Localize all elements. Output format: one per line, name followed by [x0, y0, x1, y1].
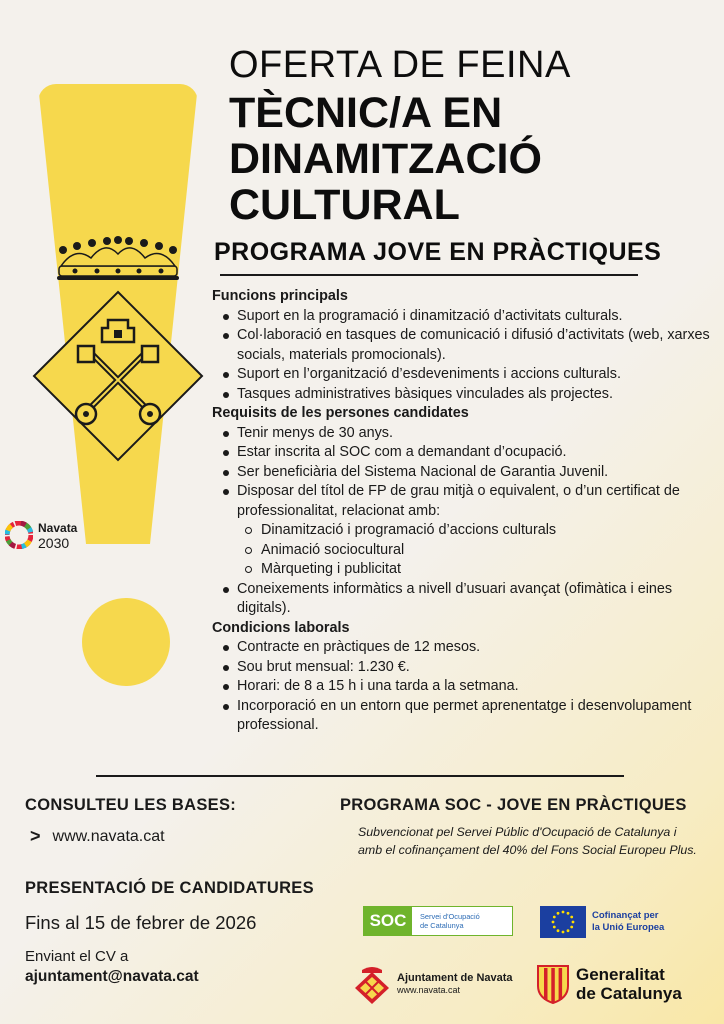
soc-logo-mark: SOC — [364, 907, 412, 935]
title-line-1: TÈCNIC/A EN — [229, 89, 503, 137]
divider — [220, 274, 638, 276]
job-details — [212, 287, 712, 736]
page-title — [229, 90, 542, 228]
website-link-text[interactable]: www.navata.cat — [52, 827, 165, 845]
list-item: Col·laboració en tasques de comunicació i difusió d’activitats (web, xarxes socials, materials promocionals). — [237, 326, 712, 365]
list-item: Tenir menys de 30 anys. — [237, 424, 712, 444]
qualification-sublist — [237, 521, 712, 580]
soc-logo-line-1: Servei d'Ocupació — [420, 912, 480, 921]
list-item: Incorporació en un entorn que permet aprenentatge i desenvolupament professional. — [237, 697, 712, 736]
senyera-shield-icon — [536, 964, 570, 1004]
funding-description: Subvencionat pel Servei Públic d'Ocupació de Catalunya i amb el cofinançament del 40% del Fons Social Europeu Plus. — [358, 825, 697, 857]
town-council-name: Ajuntament de Navata — [397, 972, 513, 984]
list-item: Ser beneficiària del Sistema Nacional de Garantia Juvenil. — [237, 463, 712, 483]
functions-list — [212, 307, 712, 405]
conditions-list — [212, 638, 712, 736]
eu-flag-icon — [540, 906, 586, 938]
consult-heading: CONSULTEU LES BASES: — [25, 796, 237, 814]
title-line-2: DINAMITZACIÓ — [229, 135, 542, 183]
functions-heading: Funcions principals — [212, 288, 348, 304]
send-cv-text: Enviant el CV a — [25, 948, 129, 965]
list-item: Tasques administratives bàsiques vinculades als projectes. — [237, 385, 712, 405]
sublist-item: Dinamització i programació d’accions culturals — [261, 521, 712, 541]
contact-email[interactable]: ajuntament@navata.cat — [25, 968, 199, 985]
list-item: Suport en la programació i dinamització d’activitats culturals. — [237, 307, 712, 327]
soc-program-heading: PROGRAMA SOC - JOVE EN PRÀCTIQUES — [340, 796, 687, 814]
coat-of-arms-icon — [32, 290, 204, 462]
eu-logo-line-1: Cofinançat per — [592, 910, 659, 921]
soc-logo-line-2: de Catalunya — [420, 921, 464, 930]
eu-logo — [540, 906, 690, 938]
town-council-logo — [353, 962, 523, 1006]
list-item: Estar inscrita al SOC com a demandant d’ocupació. — [237, 443, 712, 463]
title-line-3: CULTURAL — [229, 181, 460, 229]
badge-name: Navata — [38, 521, 78, 535]
deadline-text: Fins al 15 de febrer de 2026 — [25, 912, 257, 933]
town-council-url: www.navata.cat — [397, 985, 461, 995]
list-item: Sou brut mensual: 1.230 €. — [237, 658, 712, 678]
offer-label: OFERTA DE FEINA — [229, 44, 571, 86]
divider — [96, 775, 624, 777]
generalitat-line-1: Generalitat — [576, 965, 665, 984]
eu-logo-line-2: la Unió Europea — [592, 922, 665, 933]
town-shield-icon — [353, 964, 391, 1004]
sublist-item: Animació sociocultural — [261, 541, 712, 561]
sublist-item: Màrqueting i publicitat — [261, 560, 712, 580]
navata-2030-badge — [5, 519, 95, 551]
chevron-right-icon: > — [30, 826, 41, 846]
list-item: Suport en l’organització d’esdeveniments i accions culturals. — [237, 365, 712, 385]
list-item: Horari: de 8 a 15 h i una tarda a la setmana. — [237, 677, 712, 697]
website-link[interactable] — [30, 826, 165, 847]
generalitat-logo — [536, 962, 706, 1006]
list-item-text: Disposar del títol de FP de grau mitjà o equivalent, o d’un certificat de professionalitat, relacionat amb: — [237, 483, 680, 519]
badge-year: 2030 — [38, 535, 70, 551]
sdg-wheel-icon — [5, 521, 33, 549]
program-subtitle: PROGRAMA JOVE EN PRÀCTIQUES — [214, 238, 662, 266]
requirements-list — [212, 424, 712, 619]
generalitat-line-2: de Catalunya — [576, 984, 682, 1003]
list-item — [237, 482, 712, 580]
list-item: Coneixements informàtics a nivell d’usuari avançat (ofimàtica i eines digitals). — [237, 580, 712, 619]
submission-heading: PRESENTACIÓ DE CANDIDATURES — [25, 879, 314, 897]
exclamation-dot-shape — [82, 598, 170, 686]
conditions-heading: Condicions laborals — [212, 619, 350, 636]
list-item: Contracte en pràctiques de 12 mesos. — [237, 638, 712, 658]
soc-logo — [363, 906, 513, 936]
crown-icon — [55, 236, 181, 282]
requirements-heading: Requisits de les persones candidates — [212, 405, 469, 421]
